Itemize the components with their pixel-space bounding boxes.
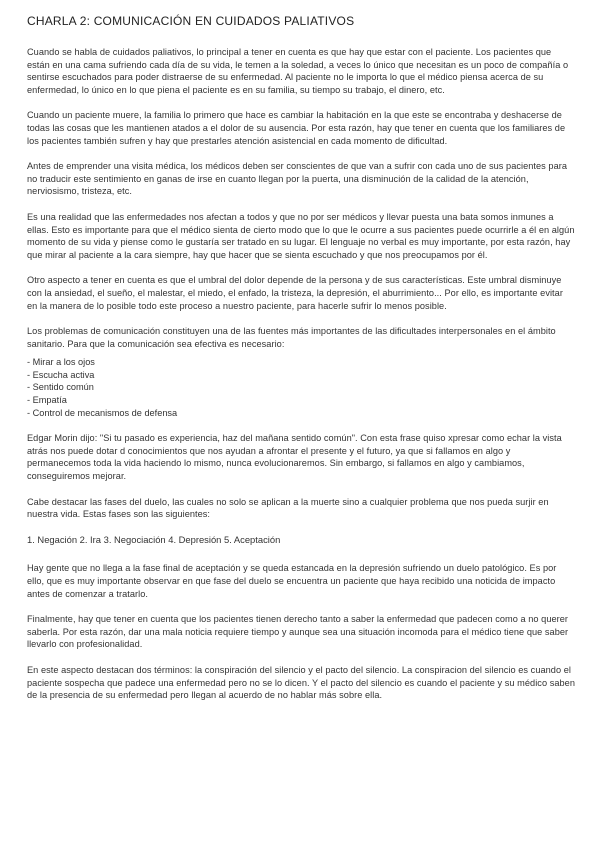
paragraph-doctor-awareness: Antes de emprender una visita médica, los médicos deben ser conscientes de que van a sufrir con cada uno de sus pacientes para no traducir este sentimiento en ganas de irse en cuanto llegan por la puerta, una disminución de la calidad de la atención, nerviosismo, tristeza, etc.: [27, 161, 567, 197]
paragraph-palliative-care: Cuando se habla de cuidados paliativos, lo principal a tener en cuenta es que hay que estar con el paciente. Los pacientes que están en una cama sufriendo cada día de su vida, le temen a la soledad, a veces lo único que necesitan es un poco de compañía o sentirse escuchados para poder distraerse de su enfermedad. Al paciente no le importa lo que el médico piensa acerca de su enfermedad, lo único en lo que piena el paciente es en su familia, su tiempo su trabajo, el dinero, etc.: [27, 47, 569, 95]
paragraph-empathy: Es una realidad que las enfermedades nos afectan a todos y que no por ser médicos y llevar puesta una bata somos inmunes a ellas. Esto es importante para que el médico sienta de cierto modo que lo que le ocurre a sus pacientes puede ocurrirle a él en algún momento de su vida y piense como le gustaría ser tratado en su lugar. El lenguaje no verbal es muy importante, por esta razón, hay que mirar al paciente a la cara siempre, hay que hacer que se sienta escuchado y que nos preocupamos por él.: [27, 211, 575, 260]
list-item: - Escucha activa: [27, 369, 95, 380]
list-item: - Sentido común: [27, 382, 94, 393]
paragraph-right-to-know: Finalmente, hay que tener en cuenta que los pacientes tienen derecho tanto a saber la enfermedad que padecen como a no querer saberla. Por esta razón, dar una mala noticia requiere tiempo y aunque sea una situación incomoda para el médico tiene que saber llevarlo con profesionalidad.: [27, 614, 569, 650]
document-title: CHARLA 2: COMUNICACIÓN EN CUIDADOS PALIATIVOS: [27, 14, 355, 28]
list-item: - Empatía: [27, 395, 67, 406]
paragraph-conspiracy-of-silence: En este aspecto destacan dos términos: la conspiración del silencio y el pacto del silencio. La conspiracion del silencio es cuando el paciente sospecha que padece una enfermedad pero no se lo dicen. Y el pacto del silencio es cuando el paciente y su médico saben de la presencia de su enfermedad pero llegan al acuerdo de no hablar más sobre ella.: [27, 664, 575, 701]
grief-phases-list: 1. Negación 2. Ira 3. Negociación 4. Depresión 5. Aceptación: [27, 533, 281, 545]
list-item: - Control de mecanismos de defensa: [27, 407, 178, 418]
paragraph-pathological-grief: Hay gente que no llega a la fase final de aceptación y se queda estancada en la depresión sufriendo un duelo patológico. Es por ello, que es muy importante observar en que fase del duelo se encuentra un paciente que haya recibido una noticida de impacto antes de comenzar a tratarlo.: [27, 563, 557, 599]
communication-requirements-list: [27, 356, 575, 419]
paragraph-pain-threshold: Otro aspecto a tener en cuenta es que el umbral del dolor depende de la persona y de sus características. Este umbral disminuye con la ansiedad, el sueño, el malestar, el miedo, el enfado, la tristeza, la depresión, el aburrimiento... Por ello, es importante evitar en la manera de lo posible todo este proceso a nuestro paciente, para hacerle sufrir lo menos posible.: [27, 275, 563, 311]
paragraph-family-grief: Cuando un paciente muere, la familia lo primero que hace es cambiar la habitación en la que este se encontraba y deshacerse de todas las cosas que les mantienen atados a el dolor de su ausencia. Por esta razón, hay que tener en cuenta que los familiares de los pacientes también sufren y hay que prestarles atención asistencial en cada momento de dificultad.: [27, 110, 566, 146]
paragraph-communication-problems: Los problemas de comunicación constituyen una de las fuentes más importantes de las dificultades interpersonales en el ámbito sanitario. Para que la comunicación sea efectiva es necesario:: [27, 326, 556, 349]
paragraph-edgar-morin-quote: Edgar Morin dijo: "Si tu pasado es experiencia, haz del mañana sentido común". Con esta frase quiso xpresar como echar la vista atrás nos puede dotar d conocimientos que nos ayudan a afrontar el presente y el futuro, ya que si fallamos en algo y permanecemos toda la vida haciendo lo mismo, nunca evolucionaremos. Sin embargo, si fallamos en algo y cambiamos, conseguiremos mejorar.: [27, 433, 562, 482]
document-page: [27, 14, 575, 715]
list-item: - Mirar a los ojos: [27, 357, 95, 368]
paragraph-grief-phases-intro: Cabe destacar las fases del duelo, las cuales no solo se aplican a la muerte sino a cualquier problema que nos pueda surjir en nuestra vida. Estas fases son las siguientes:: [27, 496, 549, 520]
